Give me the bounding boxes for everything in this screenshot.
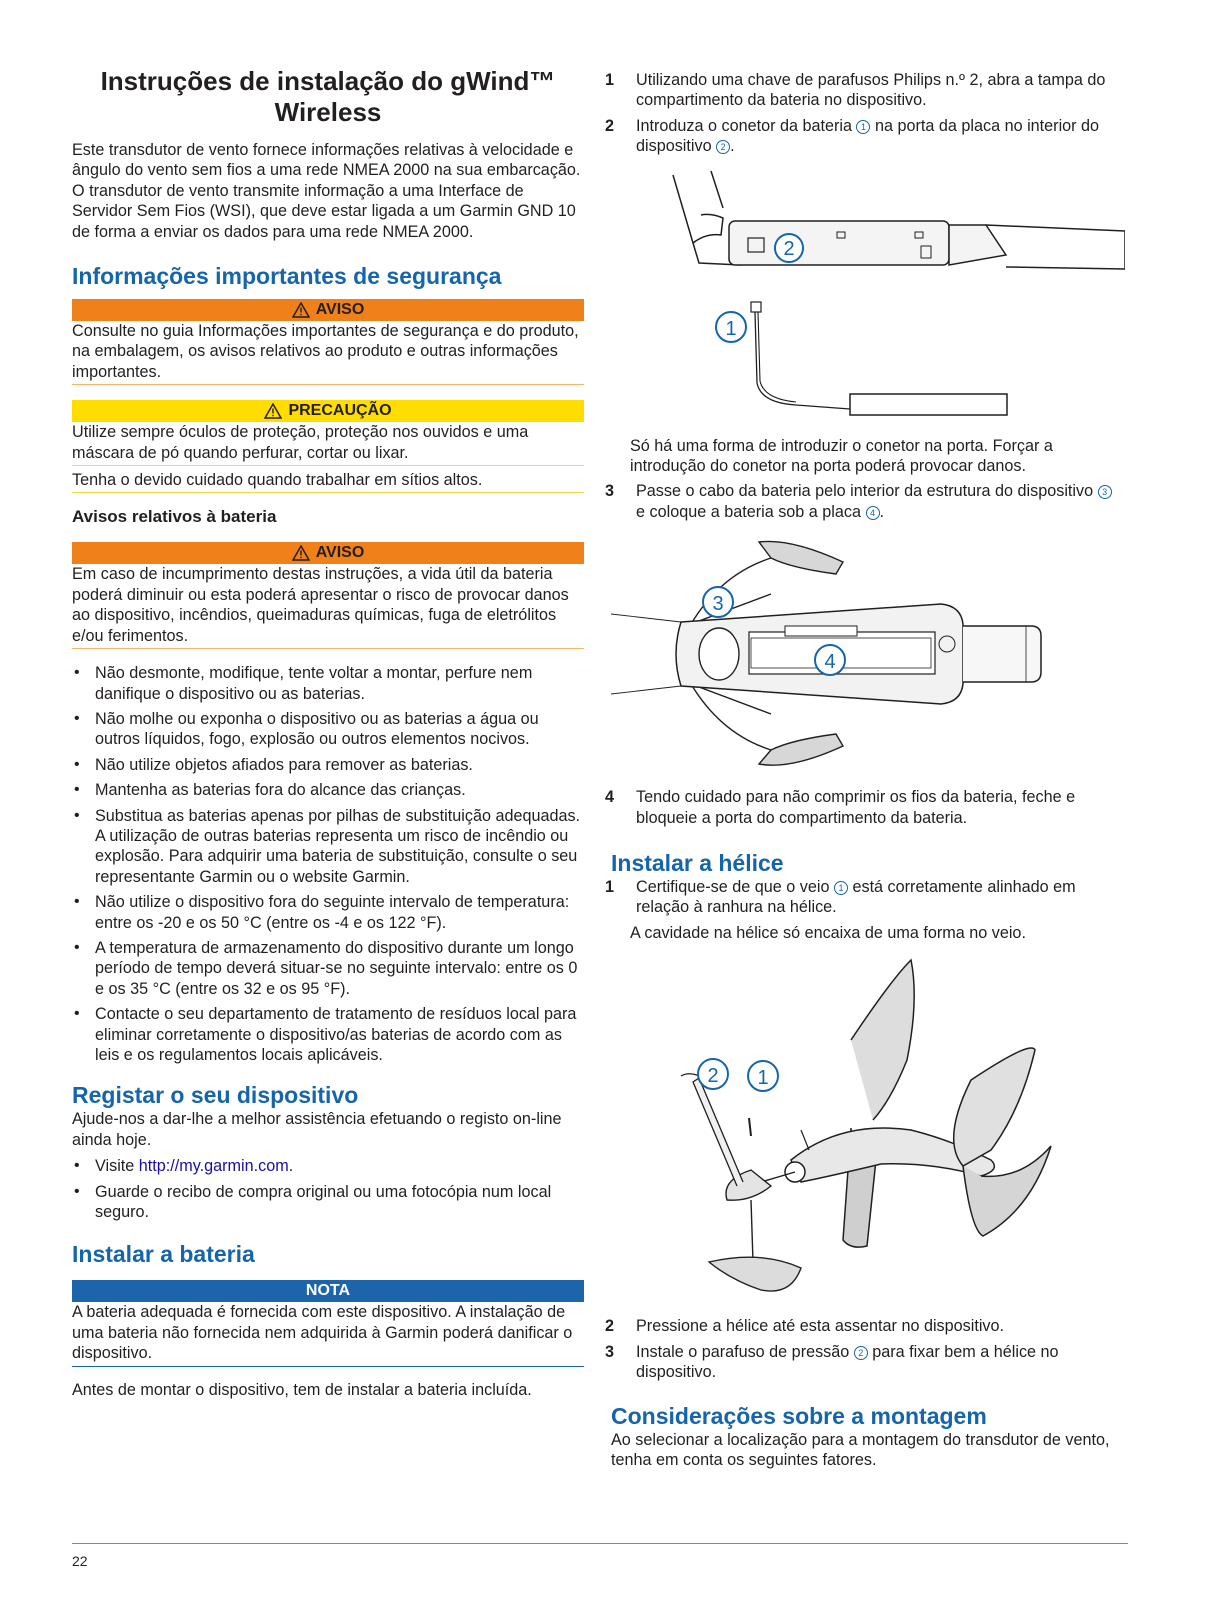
warning-triangle-icon (292, 545, 310, 561)
safety-heading: Informações importantes de segurança (72, 263, 502, 290)
caution-text-1: Utilize sempre óculos de proteção, proteção nos ouvidos e uma máscara de pó quando perfurar, cortar ou lixar. (72, 422, 584, 466)
list-item: • Não molhe ou exponha o dispositivo ou as baterias a água ou outros líquidos, fogo, explosão ou outros elementos nocivos. (72, 709, 584, 750)
propeller-step-1-note: A cavidade na hélice só encaixa de uma forma no veio. (630, 923, 1026, 942)
install-propeller-heading: Instalar a hélice (611, 850, 784, 877)
page-title: Instruções de instalação do gWind™ Wireless (100, 66, 556, 127)
register-text: Ajude-nos a dar-lhe a melhor assistência efetuando o registo on-line ainda hoje. (72, 1110, 562, 1149)
callout-1-symbol: 1 (834, 881, 848, 895)
list-item: • Contacte o seu departamento de tratamento de resíduos local para eliminar corretamente o dispositivo/as baterias de acordo com as leis e os regulamentos locais aplicáveis. (72, 1004, 584, 1065)
warning-banner (72, 299, 584, 321)
callout-1: 1 (725, 317, 737, 340)
warning-triangle-icon (264, 403, 282, 419)
callout-3: 3 (712, 593, 724, 616)
battery-warning-list (72, 663, 584, 1065)
footer-divider (72, 1543, 1128, 1544)
callout-2: 2 (783, 237, 795, 260)
battery-step-4: 4 Tendo cuidado para não comprimir os fios da bateria, feche e bloqueie a porta do compartimento da bateria. (605, 788, 1076, 827)
callout-1-symbol: 1 (856, 120, 870, 134)
register-heading: Registar o seu dispositivo (72, 1082, 359, 1109)
list-item: • Substitua as baterias apenas por pilhas de substituição adequadas. A utilização de outras baterias representa um risco de incêndio ou explosão. Para adquirir uma bateria de substituição, consulte o seu representante Garmin ou o website Garmin. (72, 806, 584, 888)
left-column (72, 66, 584, 1400)
callout-2: 2 (707, 1065, 719, 1088)
callout-2-symbol: 2 (854, 1346, 868, 1360)
install-battery-heading: Instalar a bateria (72, 1241, 255, 1268)
battery-warning-label: AVISO (315, 544, 365, 562)
propeller-step-2: 2 Pressione a hélice até esta assentar no dispositivo. (605, 1317, 1005, 1336)
battery-step-3: 3 Passe o cabo da bateria pelo interior da estrutura do dispositivo 3 e coloque a bateria sob a placa 4 . (611, 481, 1125, 522)
mounting-heading: Considerações sobre a montagem (611, 1402, 987, 1429)
battery-placement-figure (611, 534, 1125, 774)
right-column (605, 70, 1125, 1470)
list-item: • Não desmonte, modifique, tente voltar a montar, perfure nem danifique o dispositivo ou as baterias. (72, 663, 584, 704)
battery-warning-banner (72, 542, 584, 564)
battery-warning-text: Em caso de incumprimento destas instruções, a vida útil da bateria poderá diminuir ou esta poderá apresentar o risco de provocar danos ao dispositivo, incêndios, queimaduras químicas, fuga de eletrólitos e/ou ferimentos. (72, 564, 584, 649)
caution-label: PRECAUÇÃO (288, 402, 392, 420)
battery-warnings-heading: Avisos relativos à bateria (72, 507, 277, 527)
warning-label: AVISO (315, 301, 365, 319)
register-list (72, 1156, 584, 1222)
note-banner (72, 1280, 584, 1302)
callout-4-symbol: 4 (866, 506, 880, 520)
propeller-step-3: 3 Instale o parafuso de pressão 2 para fixar bem a hélice no dispositivo. (605, 1342, 1059, 1382)
list-item: • Não utilize objetos afiados para remover as baterias. (72, 755, 584, 775)
warning-triangle-icon (292, 302, 310, 318)
note-text: A bateria adequada é fornecida com este dispositivo. A instalação de uma bateria não fornecida nem adquirida à Garmin poderá danificar o dispositivo. (72, 1302, 584, 1366)
propeller-figure (611, 950, 1125, 1306)
callout-4: 4 (824, 651, 836, 674)
battery-step-2: 2 Introduza o conetor da bateria 1 na porta da placa no interior do dispositivo 2 . (605, 116, 1100, 156)
propeller-step-1: 1 Certifique-se de que o veio 1 está corretamente alinhado em relação à ranhura na hélice. (605, 878, 1076, 917)
garmin-link[interactable]: http://my.garmin.com (138, 1157, 289, 1176)
list-item: • Não utilize o dispositivo fora do seguinte intervalo de temperatura: entre os -20 e os 50 °C (entre os -4 e os 122 °F). (72, 892, 584, 933)
warning-text: Consulte no guia Informações importantes de segurança e do produto, na embalagem, os avisos relativos ao produto e outras informações importantes. (72, 321, 584, 385)
caution-banner (72, 400, 584, 422)
page-number: 22 (72, 1553, 88, 1569)
battery-connector-figure (611, 163, 1125, 433)
callout-1: 1 (757, 1067, 769, 1090)
callout-3-symbol: 3 (1098, 485, 1112, 499)
caution-text-2: Tenha o devido cuidado quando trabalhar em sítios altos. (72, 470, 584, 493)
list-item: • Guarde o recibo de compra original ou uma fotocópia num local seguro. (72, 1182, 584, 1223)
battery-step-1: 1 Utilizando uma chave de parafusos Philips n.º 2, abra a tampa do compartimento da bateria no dispositivo. (605, 71, 1106, 110)
intro-text: Este transdutor de vento fornece informações relativas à velocidade e ângulo do vento sem fios a uma rede NMEA 2000 na sua embarcação. O transdutor de vento transmite informação a uma Interface de Servidor Sem Fios (WSI), que deve estar ligada a um Garmin GND 10 de forma a enviar os dados para uma rede NMEA 2000. (72, 141, 581, 241)
before-install-text: Antes de montar o dispositivo, tem de instalar a bateria incluída. (72, 1380, 532, 1399)
callout-2-symbol: 2 (716, 140, 730, 154)
list-item: • A temperatura de armazenamento do dispositivo durante um longo período de tempo deverá situar-se no seguinte intervalo: entre os 0 e os 35 °C (entre os 32 e os 95 °F). (72, 938, 584, 999)
list-item: • Visite http://my.garmin.com. (72, 1156, 584, 1176)
list-item: • Mantenha as baterias fora do alcance das crianças. (72, 780, 584, 800)
note-label: NOTA (305, 1282, 351, 1300)
mounting-text: Ao selecionar a localização para a montagem do transdutor de vento, tenha em conta os seguintes fatores. (611, 1430, 1110, 1469)
battery-step-2-note: Só há uma forma de introduzir o conetor na porta. Forçar a introdução do conetor na porta poderá provocar danos. (630, 436, 1053, 476)
